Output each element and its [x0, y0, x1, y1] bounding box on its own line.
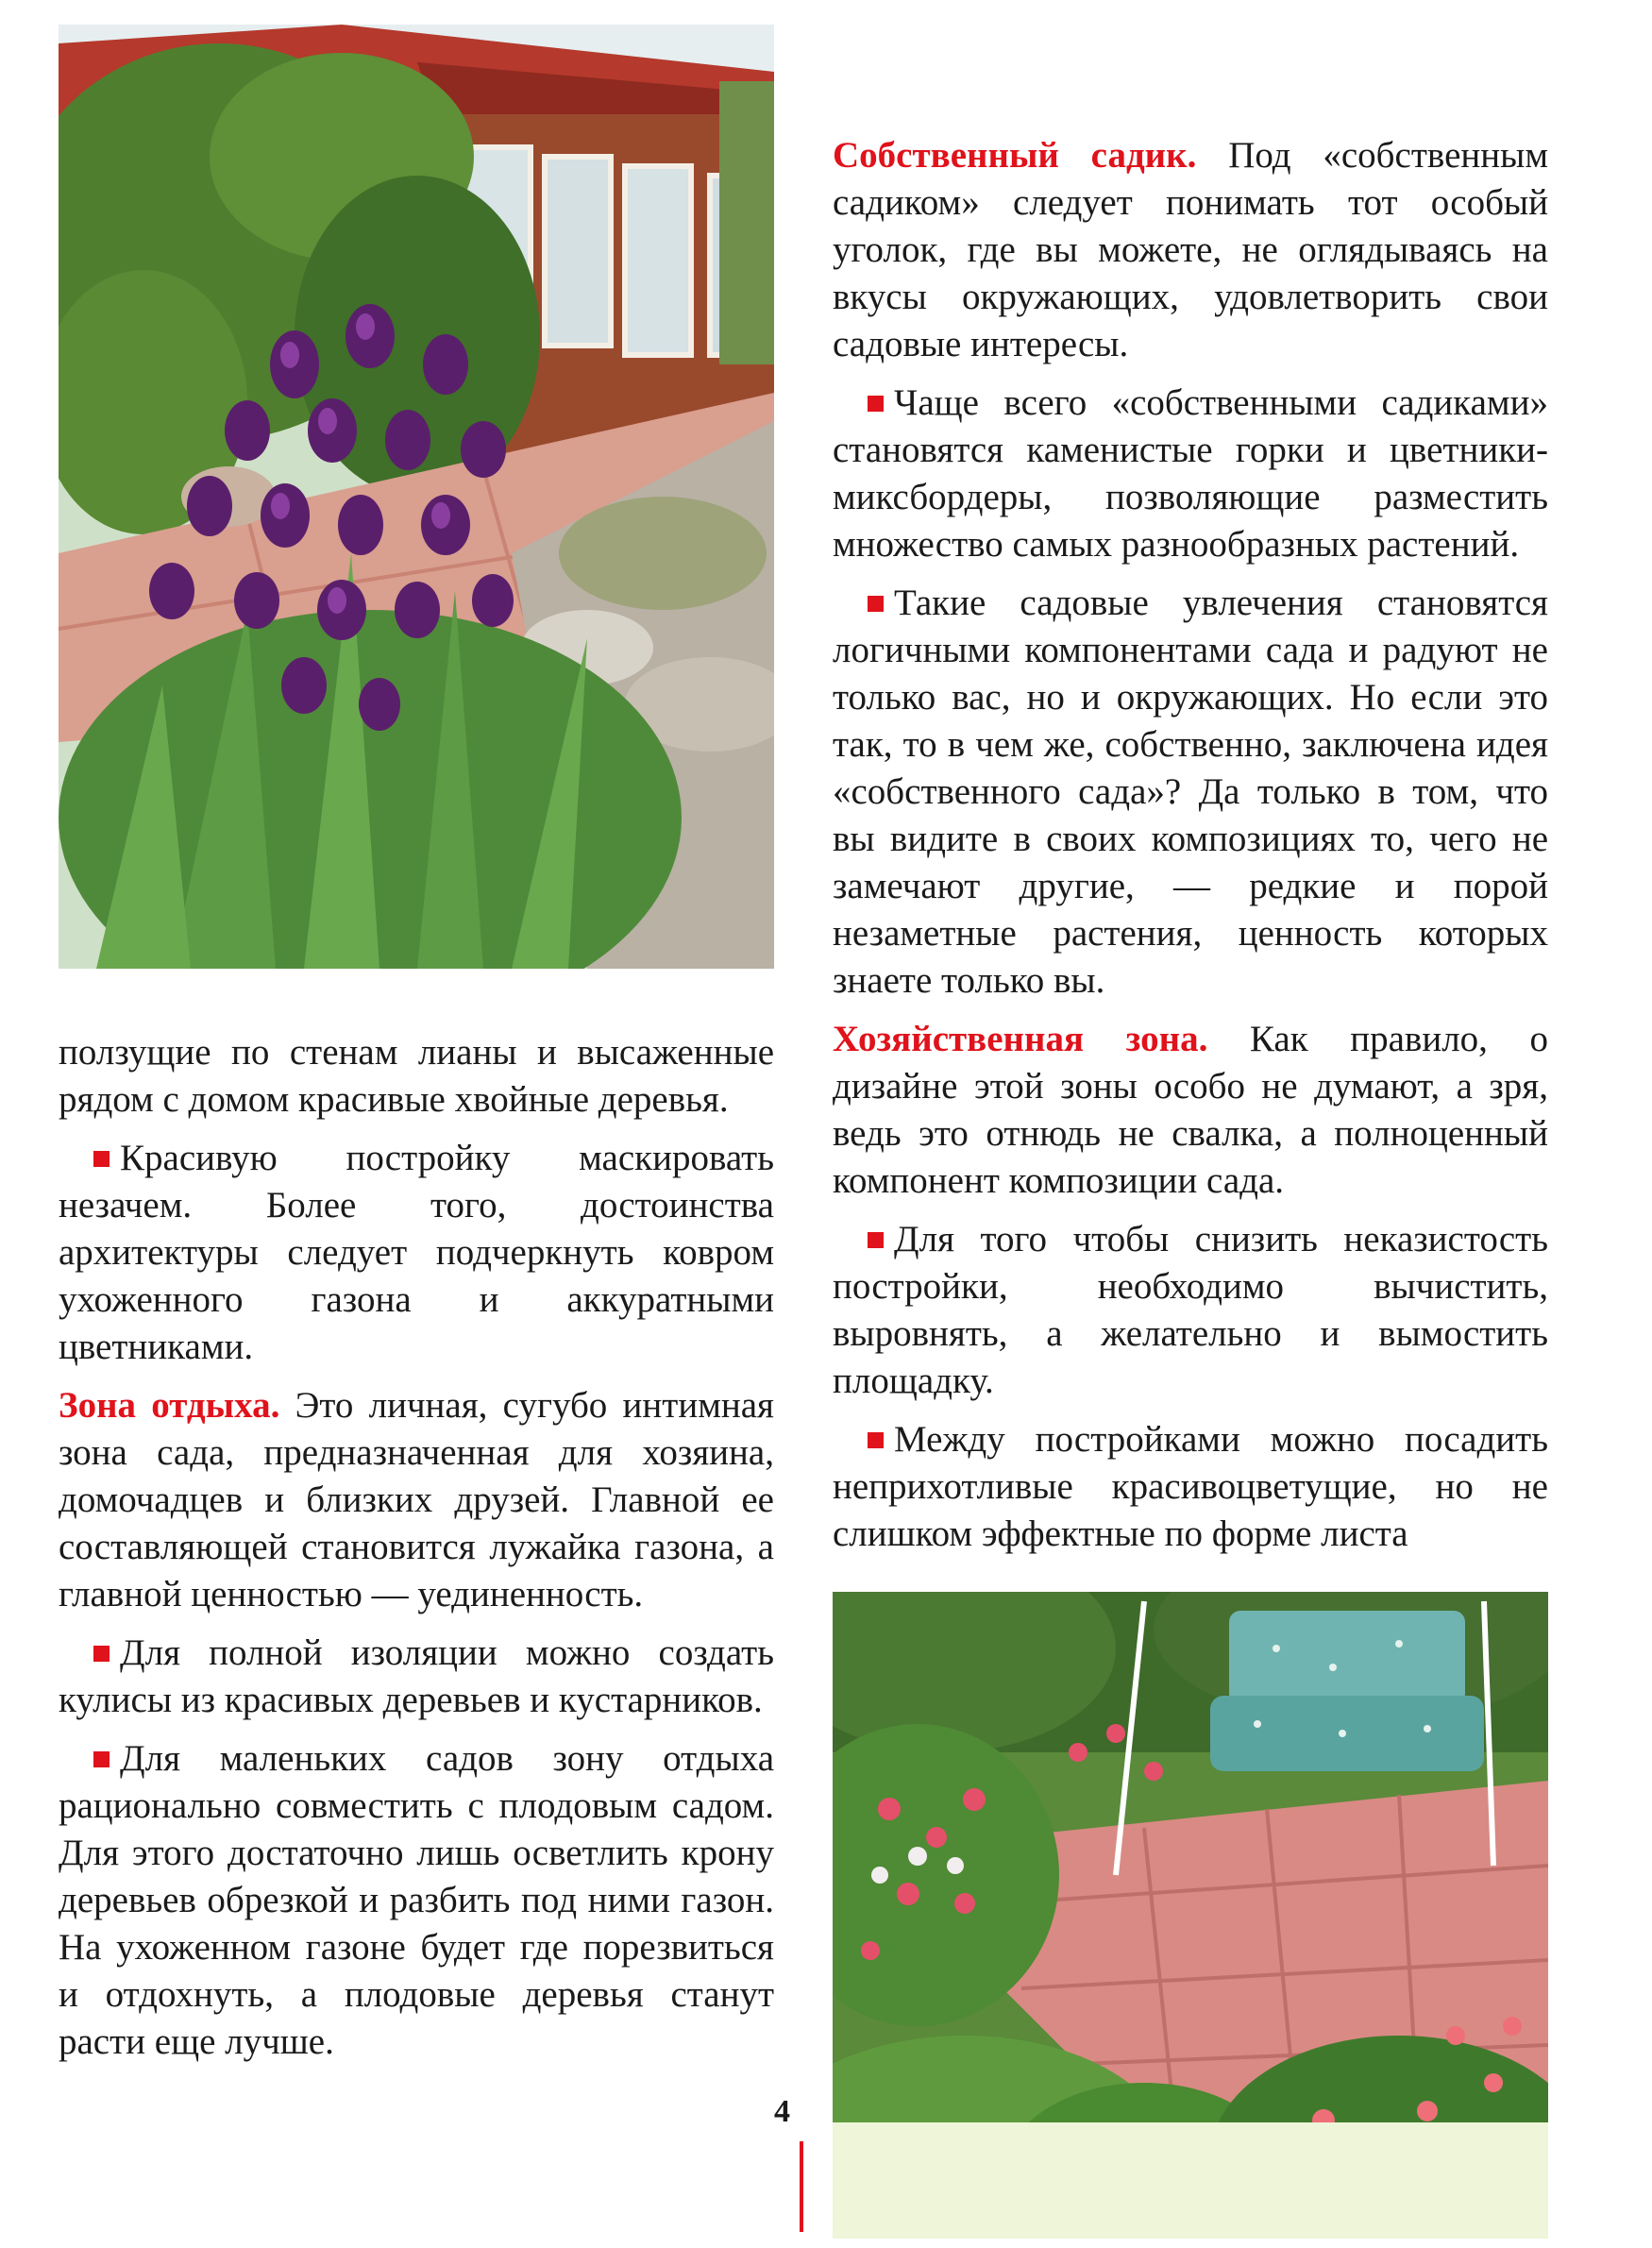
right-paragraph-3-text: Такие садовые увлечения становятся логичными компонентами сада и радуют не только вас, но и окружающих. Но если это так, то в чем же, собственно, заключена идея «собственного сада»? Да только в том, что вы видите в своих композициях то, чего не замечают другие, — редкие и порой незаметные растения, ценность которых знаете только вы.	[833, 583, 1548, 1001]
utility-zone-heading: Хозяйственная зона.	[833, 1019, 1208, 1059]
bullet-icon	[868, 396, 884, 412]
left-paragraph-5	[59, 1735, 774, 2066]
left-column	[59, 1029, 774, 2077]
bullet-icon	[868, 1232, 884, 1248]
right-paragraph-3	[833, 580, 1548, 1005]
right-paragraph-6-text: Между постройками можно посадить неприхотливые красивоцветущие, но не слишком эффектные по форме листа	[833, 1419, 1548, 1554]
right-paragraph-4-text: Как правило, о дизайне этой зоны особо не думают, а зря, ведь это отнюдь не свалка, а полноценный компонент композиции сада.	[833, 1019, 1548, 1201]
bullet-icon	[93, 1151, 110, 1167]
right-paragraph-6	[833, 1416, 1548, 1558]
page-number: 4	[774, 2094, 790, 2129]
own-garden-section	[833, 132, 1548, 368]
right-paragraph-5-text: Для того чтобы снизить неказистость постройки, необходимо вычистить, выровнять, а желательно и вымостить площадку.	[833, 1219, 1548, 1401]
left-paragraph-1: ползущие по стенам лианы и высаженные рядом с домом красивые хвойные деревья.	[59, 1032, 774, 1120]
left-paragraph-5-text: Для маленьких садов зону отдыха рационально совместить с плодовым садом. Для этого достаточно лишь осветлить крону деревьев обрезкой и разбить под ними газон. На ухоженном газоне будет где порезвиться и отдохнуть, а плодовые деревья станут расти еще лучше.	[59, 1738, 774, 2062]
bullet-icon	[868, 596, 884, 612]
left-paragraph-2-text: Красивую постройку маскировать незачем. Более того, достоинства архитектуры следует подчеркнуть ковром ухоженного газона и аккуратными цветниками.	[59, 1138, 774, 1367]
bullet-icon	[93, 1646, 110, 1662]
utility-zone-section	[833, 1016, 1548, 1205]
right-column	[833, 132, 1548, 1569]
page-number-bar	[800, 2141, 803, 2232]
left-paragraph-3-text: Это личная, сугубо интимная зона сада, предназначенная для хозяина, домочадцев и близких друзей. Главной ее составляющей становится лужайка газона, а главной ценностью — уединенность.	[59, 1385, 774, 1614]
photo-caption-band	[833, 2122, 1548, 2239]
right-paragraph-1-text: Под «собственным садиком» следует понимать тот особый уголок, где вы можете, не оглядываясь на вкусы окружающих, удовлетворить свои садовые интересы.	[833, 135, 1549, 364]
right-paragraph-2	[833, 380, 1548, 568]
left-paragraph-4-text: Для полной изоляции можно создать кулисы из красивых деревьев и кустарников.	[59, 1632, 774, 1720]
bullet-icon	[868, 1432, 884, 1448]
right-paragraph-2-text: Чаще всего «собственными садиками» становятся каменистые горки и цветники-миксбордеры, позволяющие разместить множество самых разнообразных растений.	[833, 382, 1548, 565]
rest-zone-heading: Зона отдыха.	[59, 1385, 280, 1426]
bullet-icon	[93, 1751, 110, 1767]
rest-zone-section	[59, 1382, 774, 1618]
left-paragraph-4	[59, 1630, 774, 1724]
own-garden-heading: Собственный садик.	[833, 135, 1197, 176]
house-garden-iris-photo	[59, 25, 774, 969]
left-paragraph-2	[59, 1135, 774, 1371]
right-paragraph-5	[833, 1216, 1548, 1405]
